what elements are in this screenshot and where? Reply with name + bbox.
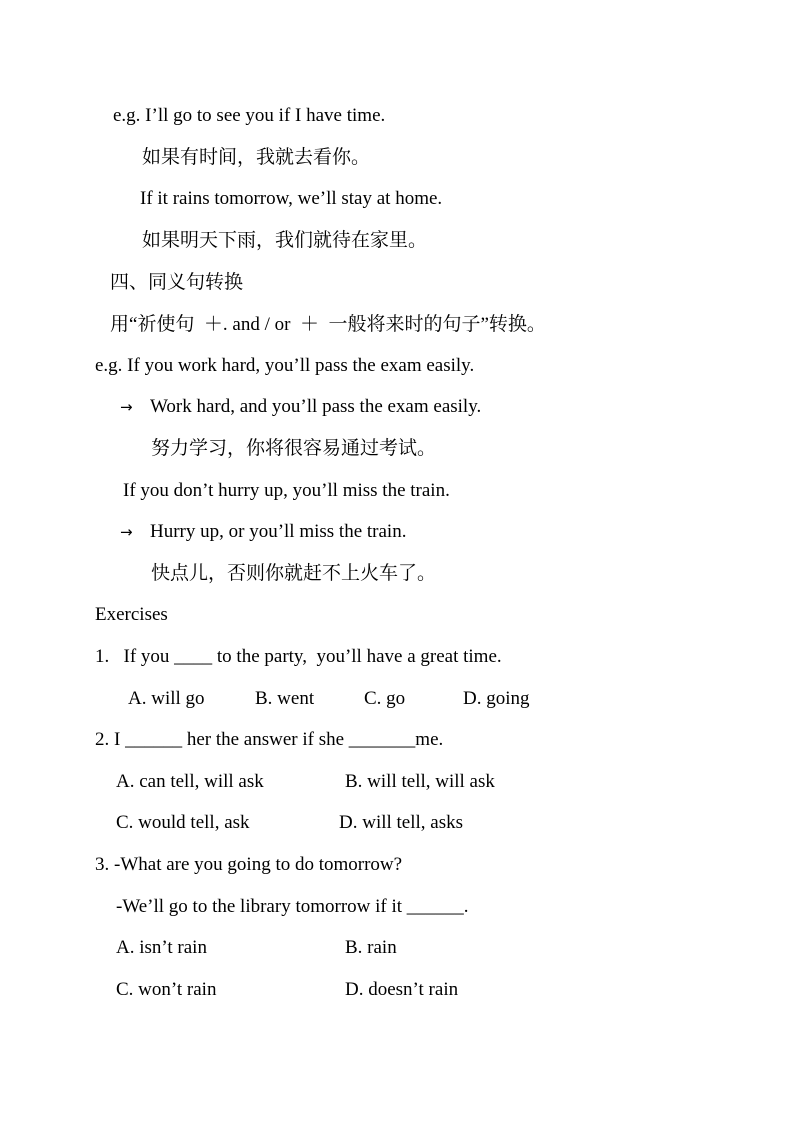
- conversion-result-2: [120, 520, 406, 544]
- q2-option-b: B. will tell, will ask: [345, 771, 495, 792]
- q3-option-c: C. won’t rain: [116, 979, 217, 1000]
- question-3-reply: -We’ll go to the library tomorrow if it ______.: [116, 896, 469, 917]
- conversion-rule: 用“祈使句 ＋. and / or ＋ 一般将来时的句子”转换。: [110, 314, 546, 335]
- q1-option-a: A. will go: [128, 688, 205, 709]
- example-translation-1: 如果有时间，我就去看你。: [142, 147, 371, 168]
- question-2-stem: 2. I ______ her the answer if she _______me.: [95, 729, 444, 750]
- conversion-example-1: e.g. If you work hard, you’ll pass the exam easily.: [95, 355, 475, 376]
- example-translation-2: 如果明天下雨，我们就待在家里。: [142, 230, 428, 251]
- example-sentence-1: e.g. I’ll go to see you if I have time.: [113, 105, 386, 126]
- conversion-example-2: If you don’t hurry up, you’ll miss the train.: [123, 480, 450, 501]
- conversion-translation-2: 快点儿，否则你就赶不上火车了。: [151, 563, 437, 584]
- conversion-translation-1: 努力学习，你将很容易通过考试。: [151, 438, 437, 459]
- question-1-stem: 1. If you ____ to the party, you’ll have a great time.: [95, 646, 502, 667]
- q2-option-a: A. can tell, will ask: [116, 771, 264, 792]
- right-arrow-icon: →: [120, 523, 133, 541]
- q1-option-c: C. go: [364, 688, 406, 709]
- q3-option-a: A. isn’t rain: [116, 937, 207, 958]
- q3-option-b: B. rain: [345, 937, 397, 958]
- question-3-stem: 3. -What are you going to do tomorrow?: [95, 854, 403, 875]
- right-arrow-icon: →: [120, 398, 133, 416]
- conversion-result-text-2: Hurry up, or you’ll miss the train.: [150, 521, 407, 542]
- q1-option-d: D. going: [463, 688, 530, 709]
- q2-option-d: D. will tell, asks: [339, 812, 464, 833]
- example-sentence-2: If it rains tomorrow, we’ll stay at home.: [140, 188, 443, 209]
- q2-option-c: C. would tell, ask: [116, 812, 250, 833]
- conversion-result-1: [120, 395, 481, 419]
- q1-option-b: B. went: [255, 688, 315, 709]
- q3-option-d: D. doesn’t rain: [345, 979, 459, 1000]
- section-heading: 四、同义句转换: [110, 272, 244, 293]
- exercises-heading: Exercises: [95, 604, 168, 625]
- conversion-result-text-1: Work hard, and you’ll pass the exam easily.: [150, 396, 482, 417]
